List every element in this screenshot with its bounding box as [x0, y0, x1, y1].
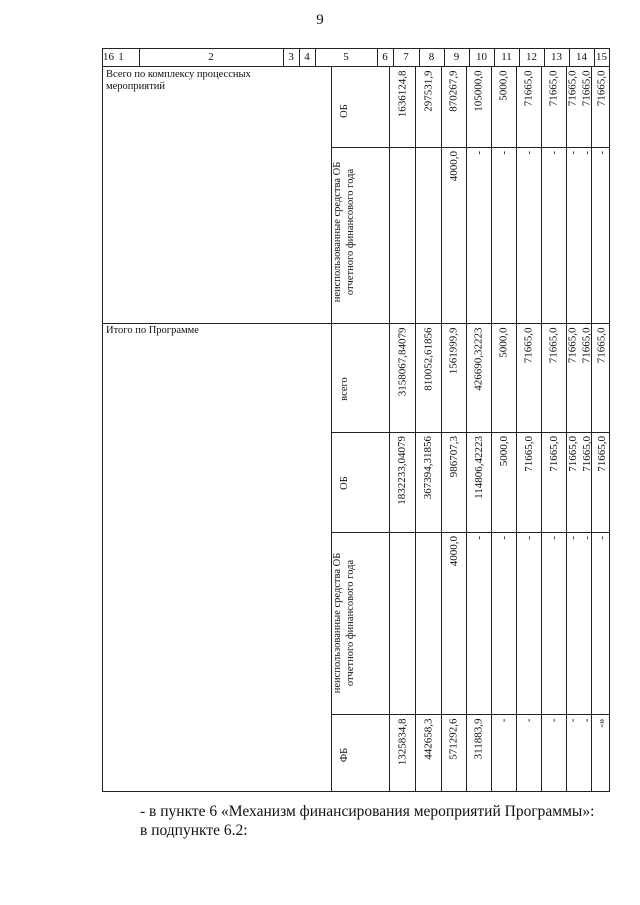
table-rule — [331, 432, 609, 433]
section1-unused-value-3: 4000,0 — [447, 151, 460, 182]
table-rule — [466, 66, 467, 791]
table-rule — [389, 66, 390, 791]
section2-unused-value-9: - — [580, 536, 593, 540]
header-cell-12: 12 — [526, 51, 537, 63]
table-rule — [377, 49, 378, 66]
header-cell-2: 2 — [208, 51, 214, 63]
table-rule — [419, 49, 420, 66]
table-rule — [299, 49, 300, 66]
section2-fb-value-3: 571292,6 — [447, 718, 460, 760]
table-rule — [315, 49, 316, 66]
section2-source-fb: ФБ — [339, 747, 350, 763]
section2-ob-value-3: 986707,3 — [447, 436, 460, 478]
section2-fb-value-1: 1325834,8 — [396, 718, 408, 765]
table-rule — [415, 66, 416, 791]
header-cell-7: 7 — [403, 51, 409, 63]
section2-total-value-5: 5000,0 — [497, 327, 510, 358]
section2-unused-value-7: - — [547, 536, 560, 540]
table-rule — [544, 49, 545, 66]
section2-unused-value-6: - — [522, 536, 535, 540]
header-cell-10: 10 — [476, 51, 487, 63]
section2-source-ob: ОБ — [339, 476, 350, 490]
section1-unused-value-4: - — [472, 151, 485, 155]
table-rule — [103, 323, 609, 324]
section1-source-ob: ОБ — [339, 104, 350, 118]
header-cell-8: 8 — [428, 51, 435, 63]
header-cell-9: 9 — [453, 51, 460, 63]
section1-unused-value-9: - — [580, 151, 593, 155]
table-rule — [516, 66, 517, 791]
footer-line-1: - в пункте 6 «Механизм финансирования мероприятий Программы»: — [140, 803, 595, 820]
section2-unused-value-8: - — [566, 536, 579, 540]
header-cell-11: 11 — [501, 51, 512, 63]
section2-total-value-2: 810052,61856 — [422, 327, 434, 391]
header-cell-4: 4 — [304, 51, 310, 63]
section2-ob-value-7: 71665,0 — [547, 436, 560, 472]
table-rule — [331, 147, 609, 148]
header-cell-13: 13 — [551, 51, 562, 63]
section2-ob-value-10: 71665,0 — [595, 436, 608, 472]
table-rule — [139, 49, 140, 66]
table-rule — [494, 49, 495, 66]
section2-ob-value-5: 5000,0 — [497, 436, 510, 467]
table-rule — [103, 66, 609, 67]
header-cell-1: 1 — [118, 51, 124, 63]
header-cell-15: 15 — [596, 51, 607, 63]
table-rule — [393, 49, 394, 66]
section2-unused-value-3: 4000,0 — [447, 536, 460, 567]
section2-fb-value-7: - — [547, 718, 560, 722]
section2-title: Итого по Программе — [106, 325, 199, 336]
section2-fb-value-5: - — [497, 718, 510, 722]
section2-total-value-8: 71665,0 — [566, 327, 579, 363]
section2-fb-value-8: - — [566, 718, 579, 722]
section1-ob-value-9: 71665,0 — [580, 70, 593, 106]
section1-ob-value-6: 71665,0 — [522, 70, 535, 106]
section1-unused-value-7: - — [547, 151, 560, 155]
section2-total-value-4: 426690,32223 — [472, 327, 485, 391]
section2-fb-value-2: 442658,3 — [422, 718, 434, 760]
table-rule — [541, 66, 542, 791]
section2-source-total: всего — [339, 377, 350, 401]
section1-source-unused: неиспользованные средства ОБ отчетного финансового года — [332, 161, 356, 303]
section2-fb-value-4: 311883,9 — [472, 718, 485, 759]
section2-unused-value-4: - — [472, 536, 485, 540]
section2-ob-value-8: 71665,0 — [566, 436, 579, 472]
section2-ob-value-1: 1832233,04079 — [396, 436, 408, 505]
table-rule — [569, 49, 570, 66]
section2-ob-value-2: 367394,31856 — [422, 436, 434, 500]
section2-fb-value-9: - — [580, 718, 593, 722]
page-number: 9 — [316, 12, 324, 28]
table-rule — [519, 49, 520, 66]
section1-ob-value-1: 1636124,8 — [396, 70, 408, 117]
section2-total-value-9: 71665,0 — [580, 327, 593, 363]
table-rule — [441, 66, 442, 791]
section2-total-value-10: 71665,0 — [595, 327, 608, 363]
section2-unused-value-5: - — [497, 536, 510, 540]
section2-fb-value-10: -» — [595, 718, 608, 728]
section2-fb-value-6: - — [522, 718, 535, 722]
section2-total-value-7: 71665,0 — [547, 327, 560, 363]
budget-table — [102, 48, 610, 792]
section1-title: Всего по комплексу процессных мероприятий — [106, 69, 251, 92]
table-rule — [331, 714, 609, 715]
section2-ob-value-6: 71665,0 — [522, 436, 535, 472]
section1-ob-value-2: 297531,9 — [422, 70, 434, 112]
section1-ob-value-5: 5000,0 — [497, 70, 510, 101]
section1-unused-value-8: - — [566, 151, 579, 155]
section1-unused-value-5: - — [497, 151, 510, 155]
table-rule — [283, 49, 284, 66]
section1-ob-value-8: 71665,0 — [566, 70, 579, 106]
header-cell-3: 3 — [288, 51, 294, 63]
table-rule — [594, 49, 595, 66]
section2-ob-value-9: 71665,0 — [580, 436, 593, 472]
header-cell-16: 16 — [103, 51, 114, 63]
section1-ob-value-3: 870267,9 — [447, 70, 460, 112]
header-cell-14: 14 — [576, 51, 587, 63]
section1-unused-value-10: - — [595, 151, 608, 155]
header-cell-6: 6 — [382, 51, 388, 63]
header-cell-5: 5 — [343, 51, 349, 63]
section2-unused-value-10: - — [595, 536, 608, 540]
table-rule — [469, 49, 470, 66]
section1-unused-value-6: - — [522, 151, 535, 155]
section2-total-value-6: 71665,0 — [522, 327, 535, 363]
section1-ob-value-10: 71665,0 — [595, 70, 608, 106]
footer-line-2: в подпункте 6.2: — [140, 822, 248, 839]
table-rule — [331, 532, 609, 533]
section1-ob-value-4: 105000,0 — [472, 70, 485, 112]
section2-ob-value-4: 114806,42223 — [472, 436, 485, 499]
table-rule — [444, 49, 445, 66]
table-rule — [491, 66, 492, 791]
section2-source-unused: неиспользованные средства ОБ отчетного финансового года — [332, 552, 356, 694]
section2-total-value-1: 3158067,84079 — [396, 327, 408, 396]
section2-total-value-3: 1561999,9 — [447, 327, 460, 374]
section1-ob-value-7: 71665,0 — [547, 70, 560, 106]
